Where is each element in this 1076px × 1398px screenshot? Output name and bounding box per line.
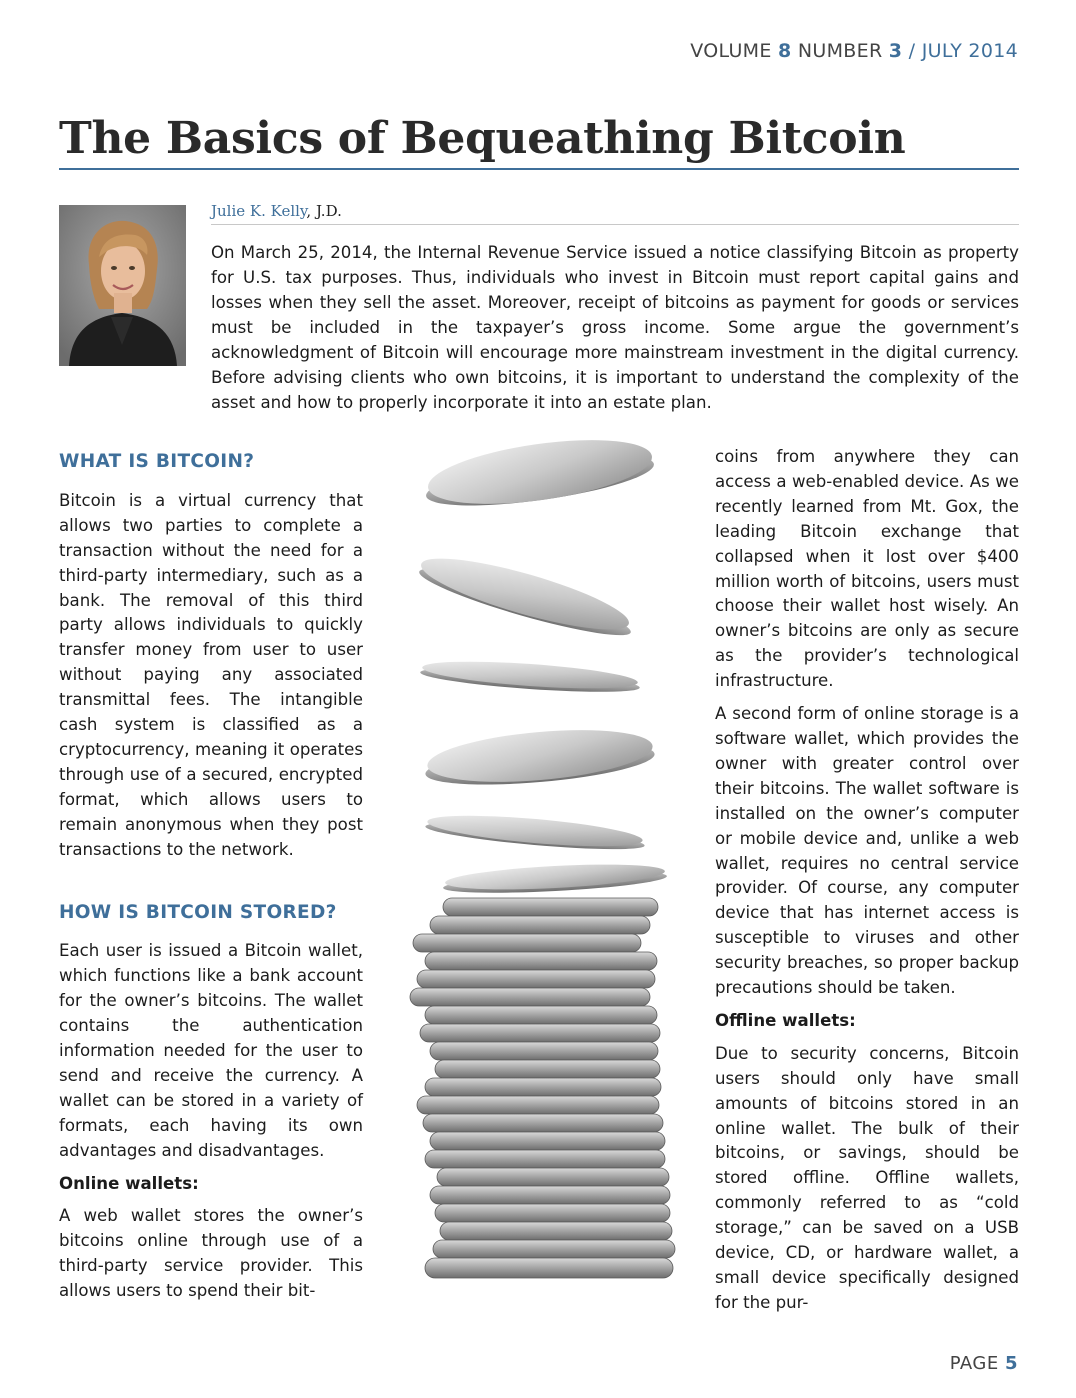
page-number	[950, 1353, 1018, 1374]
volume-number: 8	[778, 40, 792, 62]
title-divider	[59, 168, 1019, 170]
online-wallets-heading: Online wallets:	[59, 1173, 199, 1193]
coin-stack-illustration	[395, 430, 695, 1310]
issue-date: JULY 2014	[921, 40, 1018, 62]
right-column	[715, 445, 1019, 1324]
floating-coin	[425, 810, 646, 855]
page-label: PAGE	[949, 1353, 999, 1374]
author-name: Julie K. Kelly	[211, 202, 307, 220]
byline	[211, 202, 342, 220]
online-wallets-paragraph: A web wallet stores the owner’s bitcoins online through use of a third-party service provider. This allows users to spend their bit-	[59, 1206, 363, 1301]
offline-wallets-paragraph: Due to security concerns, Bitcoin users should only have small amounts of bitcoins stored in an online wallet. The bulk of their bitcoins, or savings, should be stored offline. Offline wallets, commonly referred to as “cold storage,” can be saved on a USB device, CD, or hardware wallet, a small device specifically designed for the pur-	[715, 1043, 1019, 1312]
number-label: NUMBER	[797, 40, 883, 62]
floating-coin	[424, 722, 656, 792]
author-portrait-image	[59, 205, 186, 366]
software-wallet-paragraph: A second form of online storage is a software wallet, which provides the owner with greater control over their bitcoins. The wallet software is installed on the owner’s computer or mobile device and, unlike a web wallet, requires no central service provider. Of course, any computer device that has internet access is susceptible to viruses and other security breaches, so proper backup precautions should be taken.	[715, 704, 1019, 998]
left-column	[59, 450, 363, 1312]
how-stored-paragraph: Each user is issued a Bitcoin wallet, which functions like a bank account for the owner’s bitcoins. The wallet contains the authentication information needed for the user to send and receive the currency. A wallet can be stored in a variety of formats, each having its own advantages and disadvantages.	[59, 941, 363, 1160]
byline-divider	[211, 224, 1019, 225]
what-is-bitcoin-paragraph: Bitcoin is a virtual currency that allows two parties to complete a transaction without the need for a third-party intermediary, such as a bank. The removal of this third party allows individuals to quickly transfer money from user to user without paying any associated transmittal fees. The intangible cash system is classified as a cryptocurrency, meaning it operates through use of a secured, encrypted format, which allows users to remain anonymous when they post transactions to the network.	[59, 490, 363, 859]
intro-paragraph: On March 25, 2014, the Internal Revenue Service issued a notice classifying Bitcoin as property for U.S. tax purposes. Thus, individuals who invest in Bitcoin must report capital gains and losses when they sell the asset. Moreover, receipt of bitcoins as payment for goods or services must be included in the taxpayer’s gross income. Some argue the government’s acknowledgment of Bitcoin will encourage more mainstream investment in the digital currency. Before advising clients who own bitcoins, it is important to understand the complexity of the asset and how to properly incorporate it into an estate plan.	[211, 243, 1019, 412]
floating-coin	[443, 860, 668, 897]
floating-coin	[423, 430, 656, 516]
author-credential: , J.D.	[306, 202, 342, 220]
masthead-separator: /	[908, 40, 916, 62]
offline-wallets-heading: Offline wallets:	[715, 1010, 856, 1030]
coin-stack	[410, 898, 675, 1278]
floating-coin	[415, 545, 634, 646]
floating-coin	[420, 656, 641, 696]
masthead	[690, 40, 1018, 62]
page-number-value: 5	[1004, 1353, 1018, 1374]
issue-number: 3	[888, 40, 903, 62]
author-photo	[59, 205, 186, 366]
online-wallets-continued: coins from anywhere they can access a web-enabled device. As we recently learned from Mt. Gox, the leading Bitcoin exchange that collapsed when it lost over $400 million worth of bitcoins, users must choose their wallet host wisely. An owner’s bitcoins are only as secure as the provider’s technological infrastructure.	[715, 447, 1019, 691]
volume-label: VOLUME	[690, 40, 772, 62]
how-stored-heading: HOW IS BITCOIN STORED?	[59, 901, 337, 923]
what-is-bitcoin-heading: WHAT IS BITCOIN?	[59, 451, 255, 472]
article-title: The Basics of Bequeathing Bitcoin	[59, 113, 906, 164]
